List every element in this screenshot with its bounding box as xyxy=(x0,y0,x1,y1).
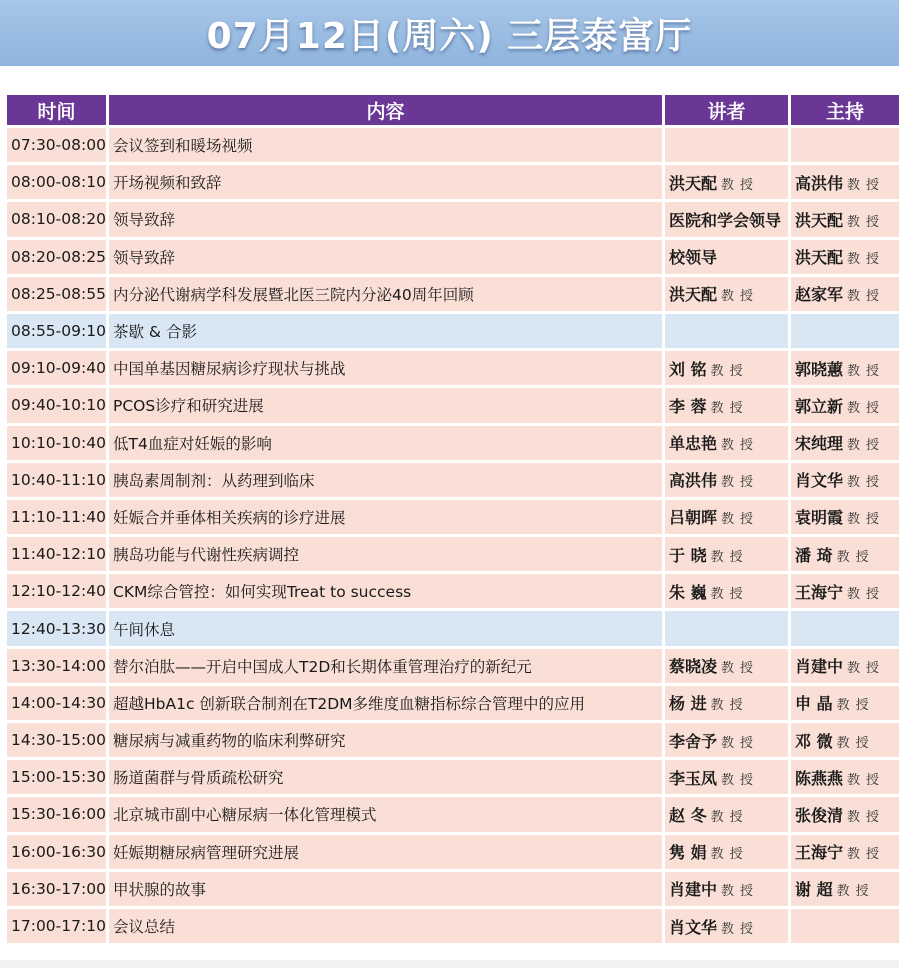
speaker-title: 教授 xyxy=(721,438,760,454)
speaker-title: 教授 xyxy=(710,400,749,416)
host-name: 郭立新 xyxy=(795,396,844,416)
session-topic: 糖尿病与减重药物的临床利弊研究 xyxy=(113,732,346,751)
time-label: 09:40-10:10 xyxy=(11,396,106,415)
time-cell xyxy=(7,723,106,757)
host-title: 教授 xyxy=(847,252,886,268)
host-title: 教授 xyxy=(836,549,875,565)
table-row xyxy=(7,537,899,571)
time-cell xyxy=(7,835,106,869)
content-cell xyxy=(109,797,662,831)
time-label: 15:00-15:30 xyxy=(11,768,106,787)
speaker-name: 单忠艳 xyxy=(669,434,718,454)
speaker-title: 教授 xyxy=(721,661,760,677)
host-title: 教授 xyxy=(847,400,886,416)
session-topic: 领导致辞 xyxy=(113,248,176,267)
content-cell xyxy=(109,388,662,422)
time-cell xyxy=(7,128,106,162)
content-cell xyxy=(109,351,662,385)
time-cell xyxy=(7,463,106,497)
content-cell xyxy=(109,909,662,943)
time-cell xyxy=(7,611,106,645)
host-name: 宋纯理 xyxy=(795,434,844,454)
time-cell xyxy=(7,649,106,683)
footer-divider xyxy=(0,960,899,968)
speaker-cell xyxy=(665,760,788,794)
host-name: 洪天配 xyxy=(795,210,844,230)
break-row xyxy=(7,611,899,645)
time-label: 13:30-14:00 xyxy=(11,656,106,675)
table-row xyxy=(7,165,899,199)
host-name: 肖文华 xyxy=(795,471,844,491)
speaker-title: 教授 xyxy=(721,177,760,193)
host-cell xyxy=(791,351,899,385)
speaker-name: 李舍予 xyxy=(669,731,718,751)
table-row xyxy=(7,500,899,534)
speaker-name: 医院和学会领导 xyxy=(669,210,782,230)
speaker-title: 教授 xyxy=(710,586,749,602)
speaker-name: 隽 娟 xyxy=(669,843,707,863)
host-title: 教授 xyxy=(847,177,886,193)
speaker-name: 蔡晓凌 xyxy=(669,657,718,677)
content-cell xyxy=(109,686,662,720)
session-topic: 妊娠合并垂体相关疾病的诊疗进展 xyxy=(113,508,346,527)
time-cell xyxy=(7,351,106,385)
time-cell xyxy=(7,686,106,720)
session-topic: 中国单基因糖尿病诊疗现状与挑战 xyxy=(113,360,346,379)
speaker-title: 教授 xyxy=(710,809,749,825)
page-banner xyxy=(0,0,899,66)
session-topic: 会议总结 xyxy=(113,918,176,937)
host-title: 教授 xyxy=(836,698,875,714)
host-title: 教授 xyxy=(847,586,886,602)
speaker-cell xyxy=(665,128,788,162)
table-row xyxy=(7,463,899,497)
host-name: 袁明霞 xyxy=(795,508,844,528)
speaker-title: 教授 xyxy=(710,847,749,863)
speaker-cell xyxy=(665,723,788,757)
session-topic: 肠道菌群与骨质疏松研究 xyxy=(113,769,284,788)
speaker-title: 教授 xyxy=(710,698,749,714)
session-topic: 茶歇 & 合影 xyxy=(113,323,197,342)
host-cell xyxy=(791,277,899,311)
time-label: 10:40-11:10 xyxy=(11,470,106,489)
speaker-name: 李玉凤 xyxy=(669,768,718,788)
table-row xyxy=(7,277,899,311)
content-cell xyxy=(109,537,662,571)
host-cell xyxy=(791,797,899,831)
host-cell xyxy=(791,723,899,757)
session-topic: 胰岛素周制剂：从药理到临床 xyxy=(113,471,315,490)
time-cell xyxy=(7,500,106,534)
schedule-table xyxy=(4,92,899,946)
session-topic: 领导致辞 xyxy=(113,211,176,230)
time-label: 15:30-16:00 xyxy=(11,805,106,824)
host-cell xyxy=(791,165,899,199)
session-topic: 甲状腺的故事 xyxy=(113,880,207,899)
speaker-cell xyxy=(665,351,788,385)
speaker-name: 于 晓 xyxy=(669,545,707,565)
session-topic: 北京城市副中心糖尿病一体化管理模式 xyxy=(113,806,377,825)
time-cell xyxy=(7,240,106,274)
host-title: 教授 xyxy=(836,735,875,751)
host-cell xyxy=(791,835,899,869)
session-topic: 低T4血症对妊娠的影响 xyxy=(113,434,272,453)
host-title: 教授 xyxy=(847,847,886,863)
content-cell xyxy=(109,314,662,348)
host-cell xyxy=(791,909,899,943)
speaker-cell xyxy=(665,611,788,645)
time-cell xyxy=(7,202,106,236)
host-cell xyxy=(791,500,899,534)
host-cell xyxy=(791,760,899,794)
content-cell xyxy=(109,426,662,460)
table-row xyxy=(7,351,899,385)
speaker-cell xyxy=(665,463,788,497)
table-row xyxy=(7,574,899,608)
table-row xyxy=(7,128,899,162)
time-label: 12:40-13:30 xyxy=(11,619,106,638)
host-name: 高洪伟 xyxy=(795,173,844,193)
time-cell xyxy=(7,909,106,943)
host-cell xyxy=(791,463,899,497)
content-cell xyxy=(109,463,662,497)
time-label: 16:00-16:30 xyxy=(11,842,106,861)
content-cell xyxy=(109,277,662,311)
host-cell xyxy=(791,649,899,683)
speaker-title: 教授 xyxy=(710,363,749,379)
table-row xyxy=(7,686,899,720)
speaker-name: 肖文华 xyxy=(669,917,718,937)
host-title: 教授 xyxy=(847,289,886,305)
table-row xyxy=(7,388,899,422)
host-cell xyxy=(791,611,899,645)
host-title: 教授 xyxy=(847,772,886,788)
time-label: 11:40-12:10 xyxy=(11,545,106,564)
content-cell xyxy=(109,649,662,683)
speaker-title: 教授 xyxy=(710,549,749,565)
time-cell xyxy=(7,760,106,794)
session-topic: 胰岛功能与代谢性疾病调控 xyxy=(113,546,300,565)
host-name: 洪天配 xyxy=(795,248,844,268)
session-topic: 超越HbA1c 创新联合制剂在T2DM多维度血糖指标综合管理中的应用 xyxy=(113,694,586,713)
table-row xyxy=(7,872,899,906)
host-name: 王海宁 xyxy=(795,582,844,602)
table-row xyxy=(7,240,899,274)
host-title: 教授 xyxy=(847,475,886,491)
time-label: 12:10-12:40 xyxy=(11,582,106,601)
time-label: 07:30-08:00 xyxy=(11,136,106,155)
content-cell xyxy=(109,128,662,162)
speaker-title: 教授 xyxy=(721,735,760,751)
time-label: 10:10-10:40 xyxy=(11,433,106,452)
host-cell xyxy=(791,872,899,906)
speaker-cell xyxy=(665,649,788,683)
host-name: 申 晶 xyxy=(795,694,833,714)
speaker-title: 教授 xyxy=(721,921,760,937)
speaker-name: 校领导 xyxy=(669,248,718,268)
host-title: 教授 xyxy=(836,884,875,900)
time-cell xyxy=(7,388,106,422)
host-name: 谢 超 xyxy=(795,880,833,900)
table-row xyxy=(7,649,899,683)
content-cell xyxy=(109,165,662,199)
time-label: 08:10-08:20 xyxy=(11,210,106,229)
host-name: 赵家军 xyxy=(795,285,844,305)
time-label: 11:10-11:40 xyxy=(11,507,106,526)
session-topic: 内分泌代谢病学科发展暨北医三院内分泌40周年回顾 xyxy=(113,285,474,304)
speaker-name: 高洪伟 xyxy=(669,471,718,491)
speaker-cell xyxy=(665,909,788,943)
content-cell xyxy=(109,500,662,534)
speaker-name: 洪天配 xyxy=(669,173,718,193)
speaker-name: 刘 铭 xyxy=(669,359,707,379)
time-cell xyxy=(7,797,106,831)
time-cell xyxy=(7,426,106,460)
speaker-title: 教授 xyxy=(721,512,760,528)
session-topic: 替尔泊肽——开启中国成人T2D和长期体重管理治疗的新纪元 xyxy=(113,657,532,676)
host-title: 教授 xyxy=(847,214,886,230)
time-label: 08:25-08:55 xyxy=(11,284,106,303)
host-cell xyxy=(791,202,899,236)
host-cell xyxy=(791,128,899,162)
host-cell xyxy=(791,426,899,460)
speaker-cell xyxy=(665,686,788,720)
host-name: 邓 微 xyxy=(795,731,833,751)
time-cell xyxy=(7,165,106,199)
host-title: 教授 xyxy=(847,438,886,454)
time-cell xyxy=(7,537,106,571)
column-header-content: 内容 xyxy=(109,95,662,125)
speaker-cell xyxy=(665,500,788,534)
speaker-cell xyxy=(665,872,788,906)
table-row xyxy=(7,426,899,460)
speaker-name: 赵 冬 xyxy=(669,805,707,825)
speaker-title: 教授 xyxy=(721,884,760,900)
host-cell xyxy=(791,574,899,608)
time-label: 17:00-17:10 xyxy=(11,917,106,936)
speaker-title: 教授 xyxy=(721,289,760,305)
host-name: 潘 琦 xyxy=(795,545,833,565)
time-label: 08:00-08:10 xyxy=(11,173,106,192)
speaker-title: 教授 xyxy=(721,772,760,788)
speaker-title: 教授 xyxy=(721,475,760,491)
time-cell xyxy=(7,277,106,311)
time-label: 09:10-09:40 xyxy=(11,359,106,378)
speaker-cell xyxy=(665,426,788,460)
speaker-cell xyxy=(665,537,788,571)
host-name: 陈燕燕 xyxy=(795,768,844,788)
speaker-cell xyxy=(665,165,788,199)
speaker-cell xyxy=(665,797,788,831)
host-title: 教授 xyxy=(847,512,886,528)
table-row xyxy=(7,835,899,869)
host-title: 教授 xyxy=(847,809,886,825)
table-row xyxy=(7,909,899,943)
host-cell xyxy=(791,537,899,571)
content-cell xyxy=(109,760,662,794)
session-topic: CKM综合管控：如何实现Treat to success xyxy=(113,583,412,602)
table-row xyxy=(7,723,899,757)
speaker-cell xyxy=(665,277,788,311)
table-row xyxy=(7,202,899,236)
content-cell xyxy=(109,202,662,236)
content-cell xyxy=(109,872,662,906)
page-title: 07月12日(周六) 三层泰富厅 xyxy=(206,15,693,57)
host-cell xyxy=(791,686,899,720)
host-name: 张俊清 xyxy=(795,805,844,825)
content-cell xyxy=(109,240,662,274)
host-title: 教授 xyxy=(847,363,886,379)
speaker-name: 杨 进 xyxy=(669,694,707,714)
time-label: 14:00-14:30 xyxy=(11,693,106,712)
session-topic: 妊娠期糖尿病管理研究进展 xyxy=(113,843,300,862)
host-title: 教授 xyxy=(847,661,886,677)
host-name: 王海宁 xyxy=(795,843,844,863)
speaker-name: 朱 巍 xyxy=(669,582,707,602)
content-cell xyxy=(109,835,662,869)
table-row xyxy=(7,760,899,794)
host-cell xyxy=(791,388,899,422)
speaker-cell xyxy=(665,240,788,274)
speaker-name: 吕朝晖 xyxy=(669,508,718,528)
session-topic: 午间休息 xyxy=(113,620,176,639)
time-cell xyxy=(7,574,106,608)
table-header-row xyxy=(7,95,899,125)
speaker-cell xyxy=(665,202,788,236)
time-label: 08:55-09:10 xyxy=(11,322,106,341)
time-label: 08:20-08:25 xyxy=(11,247,106,266)
speaker-cell xyxy=(665,574,788,608)
content-cell xyxy=(109,611,662,645)
speaker-name: 洪天配 xyxy=(669,285,718,305)
session-topic: PCOS诊疗和研究进展 xyxy=(113,397,264,416)
time-cell xyxy=(7,872,106,906)
host-name: 郭晓蕙 xyxy=(795,359,844,379)
break-row xyxy=(7,314,899,348)
speaker-cell xyxy=(665,314,788,348)
time-label: 16:30-17:00 xyxy=(11,879,106,898)
table-row xyxy=(7,797,899,831)
session-topic: 开场视频和致辞 xyxy=(113,174,222,193)
time-label: 14:30-15:00 xyxy=(11,731,106,750)
host-cell xyxy=(791,240,899,274)
time-cell xyxy=(7,314,106,348)
speaker-name: 肖建中 xyxy=(669,880,718,900)
schedule-rows xyxy=(7,128,899,943)
session-topic: 会议签到和暖场视频 xyxy=(113,137,253,156)
speaker-cell xyxy=(665,835,788,869)
column-header-speaker: 讲者 xyxy=(665,95,788,125)
speaker-name: 李 蓉 xyxy=(669,396,707,416)
host-cell xyxy=(791,314,899,348)
content-cell xyxy=(109,574,662,608)
column-header-time: 时间 xyxy=(7,95,106,125)
speaker-cell xyxy=(665,388,788,422)
host-name: 肖建中 xyxy=(795,657,844,677)
content-cell xyxy=(109,723,662,757)
column-header-host: 主持 xyxy=(791,95,899,125)
